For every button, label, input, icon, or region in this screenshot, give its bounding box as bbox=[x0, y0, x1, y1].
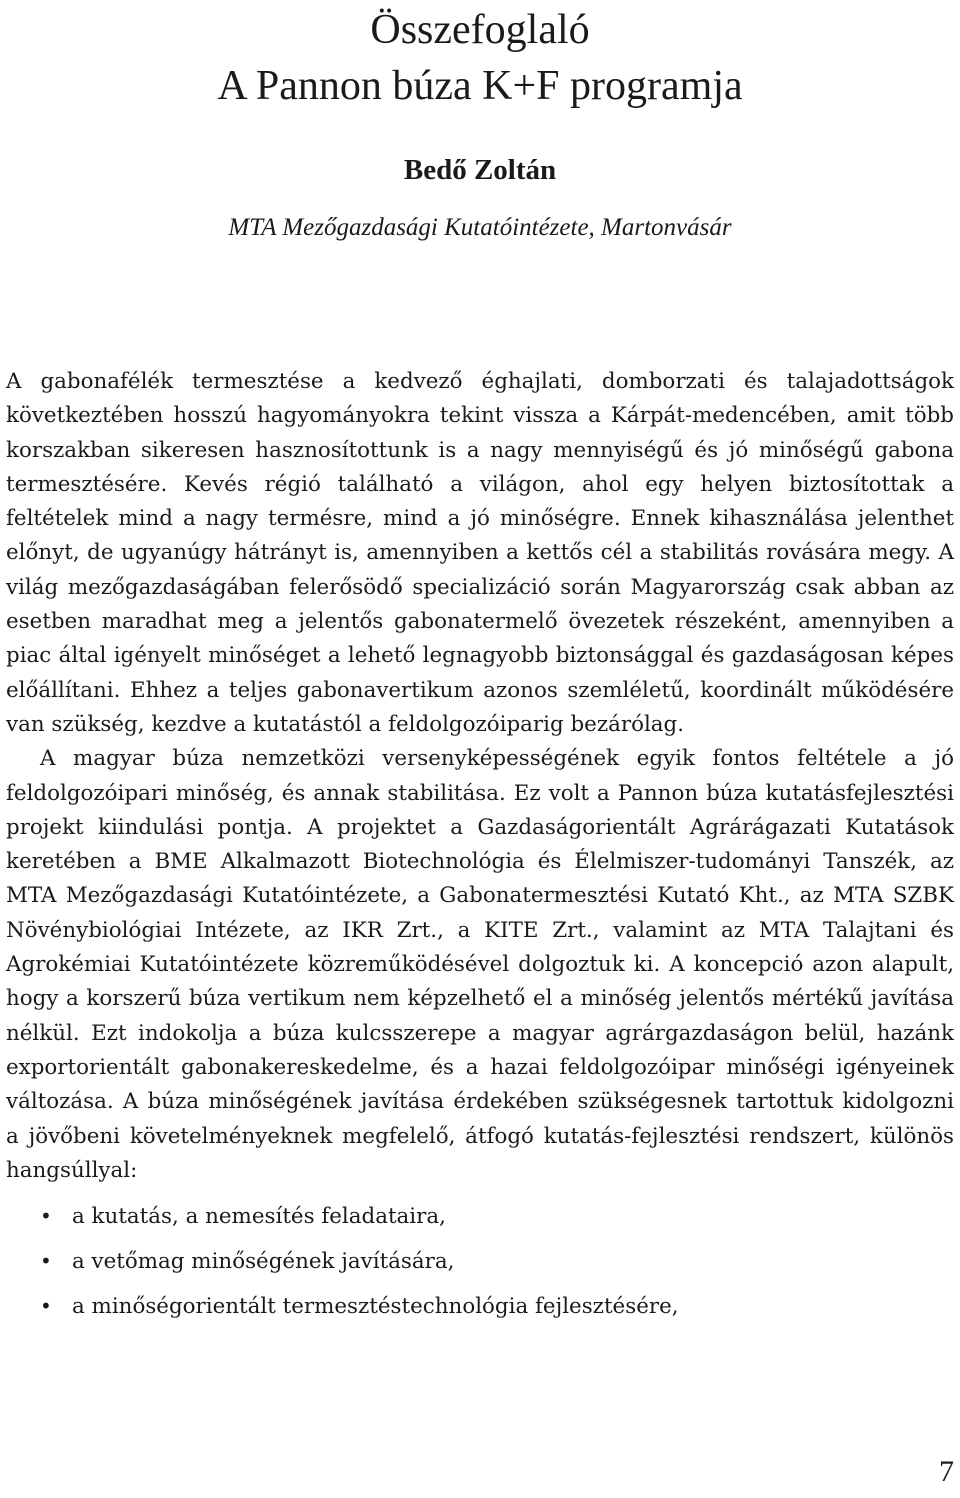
list-item-text: a kutatás, a nemesítés feladataira, bbox=[72, 1204, 446, 1230]
document-title bbox=[0, 2, 960, 114]
list-item bbox=[6, 1194, 954, 1239]
list-item bbox=[6, 1239, 954, 1284]
paragraph-1: A gabonafélék termesztése a kedvező éghajlati, domborzati és talajadottságok következtében hosszú hagyományokra tekint vissza a Kárpát-medencében, amit több korszakban sikeresen hasznosítottunk is a nagy mennyiségű és jó minőségű gabona termesztésére. Kevés régió található a világon, ahol egy helyen biztosítottak a feltételek mind a nagy termésre, mind a jó minőségre. Ennek kihasználása jelenthet előnyt, de ugyanúgy hátrányt is, amennyiben a kettős cél a stabilitás rovására megy. A világ mezőgazdaságában felerősödő specializáció során Magyarország csak abban az esetben maradhat meg a jelentős gabonatermelő övezetek részeként, amennyiben a piac által igényelt minőséget a lehető legnagyobb biztonsággal és gazdaságosan képes előállítani. Ehhez a teljes gabonavertikum azonos szemléletű, koordinált működésére van szükség, kezdve a kutatástól a feldolgozóiparig bezárólag. bbox=[6, 369, 954, 737]
body-text bbox=[6, 365, 954, 1329]
bullet-list bbox=[6, 1194, 954, 1329]
bullet-icon: • bbox=[40, 1204, 52, 1229]
title-line-1: Összefoglaló bbox=[370, 7, 590, 53]
bullet-icon: • bbox=[40, 1294, 52, 1319]
bullet-icon: • bbox=[40, 1249, 52, 1274]
author-affiliation: MTA Mezőgazdasági Kutatóintézete, Martonvásár bbox=[228, 214, 732, 241]
page-number: 7 bbox=[939, 1455, 954, 1488]
author-name: Bedő Zoltán bbox=[403, 154, 557, 186]
paragraph-2: A magyar búza nemzetközi versenyképességének egyik fontos feltétele a jó feldolgozóipari minőség, és annak stabilitása. Ez volt a Pannon búza kutatásfejlesztési projekt kiindulási pontja. A projektet a Gazdaságorientált Agrárágazati Kutatások keretében a BME Alkalmazott Biotechnológia és Élelmiszer-tudományi Tanszék, az MTA Mezőgazdasági Kutatóintézete, a Gabonatermesztési Kutató Kht., az MTA SZBK Növénybiológiai Intézete, az IKR Zrt., a KITE Zrt., valamint az MTA Talajtani és Agrokémiai Kutatóintézete közreműködésével dolgoztuk ki. A koncepció azon alapult, hogy a korszerű búza vertikum nem képzelhető el a minőség jelentős mértékű javítása nélkül. Ezt indokolja a búza kulcsszerepe a magyar agrárgazdaságon belül, hazánk exportorientált gabonakereskedelme, és a hazai feldolgozóipar minőségi igényeinek változása. A búza minőségének javítása érdekében szükségesnek tartottuk kidolgozni a jövőbeni követelményeknek megfelelő, átfogó kutatás-fejlesztési rendszert, különös hangsúllyal: bbox=[6, 746, 954, 1183]
title-line-2: A Pannon búza K+F programja bbox=[217, 63, 743, 109]
list-item bbox=[6, 1284, 954, 1329]
list-item-text: a vetőmag minőségének javítására, bbox=[72, 1249, 455, 1275]
list-item-text: a minőségorientált termesztéstechnológia fejlesztésére, bbox=[72, 1294, 679, 1320]
